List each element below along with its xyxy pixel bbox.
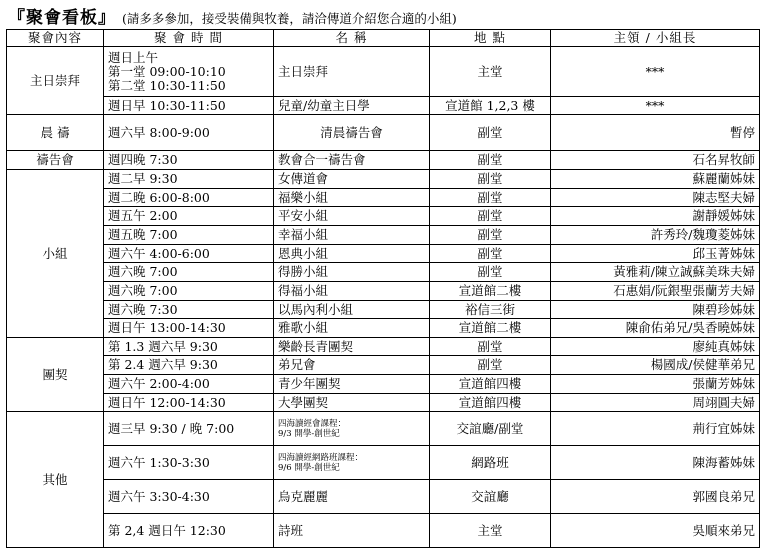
time-cell: 週六午 3:30-4:30 bbox=[104, 480, 274, 514]
name-cell bbox=[274, 412, 430, 446]
time-cell: 週六晚 7:00 bbox=[104, 282, 274, 301]
location-cell: 主堂 bbox=[430, 47, 551, 97]
location-cell: 副堂 bbox=[430, 245, 551, 263]
name-cell: 兒童/幼童主日學 bbox=[274, 97, 430, 115]
leader-cell: 郭國良弟兄 bbox=[551, 480, 760, 514]
leader-cell: 石名昇牧師 bbox=[551, 151, 760, 170]
time-cell: 週六午 1:30-3:30 bbox=[104, 446, 274, 480]
location-cell: 副堂 bbox=[430, 189, 551, 207]
category-cell: 禱告會 bbox=[7, 151, 104, 170]
name-cell: 烏克麗麗 bbox=[274, 480, 430, 514]
leader-cell: 荊行宜姊妹 bbox=[551, 412, 760, 446]
leader-cell: *** bbox=[551, 97, 760, 115]
name-cell: 平安小組 bbox=[274, 207, 430, 226]
time-cell: 第 2,4 週日午 12:30 bbox=[104, 514, 274, 548]
name-cell: 雅歌小組 bbox=[274, 319, 430, 338]
table-row bbox=[7, 151, 760, 170]
course-line: 9/3 開學-創世紀 bbox=[278, 428, 340, 439]
category-cell: 小組 bbox=[7, 170, 104, 338]
table-row bbox=[7, 97, 760, 115]
location-cell: 副堂 bbox=[430, 151, 551, 170]
location-cell: 副堂 bbox=[430, 115, 551, 151]
table-row bbox=[7, 394, 760, 412]
location-cell: 主堂 bbox=[430, 514, 551, 548]
leader-cell: 陳海蓄姊妹 bbox=[551, 446, 760, 480]
leader-cell: 許秀玲/魏瓊菱姊妹 bbox=[551, 226, 760, 245]
table-row bbox=[7, 115, 760, 151]
location-cell: 副堂 bbox=[430, 356, 551, 375]
gatherings-table bbox=[6, 29, 760, 548]
table-row bbox=[7, 263, 760, 282]
leader-cell: 陳志堅夫婦 bbox=[551, 189, 760, 207]
time-line: 第一堂 09:00-10:10 bbox=[108, 63, 226, 79]
name-cell: 青少年團契 bbox=[274, 375, 430, 394]
table-row bbox=[7, 301, 760, 319]
table-row bbox=[7, 356, 760, 375]
leader-cell: 楊國成/侯健華弟兄 bbox=[551, 356, 760, 375]
time-line: 週日上午 bbox=[108, 49, 159, 65]
table-row bbox=[7, 189, 760, 207]
location-cell: 副堂 bbox=[430, 226, 551, 245]
table-row bbox=[7, 514, 760, 548]
leader-cell: 邱玉菁姊妹 bbox=[551, 245, 760, 263]
category-cell: 團契 bbox=[7, 338, 104, 412]
location-cell: 交誼廳/副堂 bbox=[430, 412, 551, 446]
column-header-leader: 主領 / 小組長 bbox=[551, 30, 760, 47]
leader-cell: 黃雅莉/陳立誠蘇美珠夫婦 bbox=[551, 263, 760, 282]
leader-cell: 陳俞佑弟兄/吳香曉姊妹 bbox=[551, 319, 760, 338]
time-cell: 週日午 12:00-14:30 bbox=[104, 394, 274, 412]
column-header-time: 聚 會 時 間 bbox=[104, 30, 274, 47]
location-cell: 宣道館二樓 bbox=[430, 282, 551, 301]
table-row bbox=[7, 207, 760, 226]
time-cell: 第 2.4 週六早 9:30 bbox=[104, 356, 274, 375]
table-row bbox=[7, 338, 760, 356]
time-cell: 週五午 2:00 bbox=[104, 207, 274, 226]
category-cell: 主日崇拜 bbox=[7, 47, 104, 115]
time-cell: 週三早 9:30 / 晚 7:00 bbox=[104, 412, 274, 446]
table-row bbox=[7, 319, 760, 338]
table-row bbox=[7, 375, 760, 394]
time-cell: 週六晚 7:30 bbox=[104, 301, 274, 319]
name-cell: 弟兄會 bbox=[274, 356, 430, 375]
name-cell: 大學團契 bbox=[274, 394, 430, 412]
leader-cell: 廖純真姊妹 bbox=[551, 338, 760, 356]
leader-cell: 謝靜媛姊妹 bbox=[551, 207, 760, 226]
name-cell: 得勝小組 bbox=[274, 263, 430, 282]
column-header-location: 地 點 bbox=[430, 30, 551, 47]
table-row bbox=[7, 412, 760, 446]
header-row bbox=[7, 30, 760, 47]
time-cell: 週六晚 7:00 bbox=[104, 263, 274, 282]
leader-cell: 蘇麗蘭姊妹 bbox=[551, 170, 760, 189]
location-cell: 副堂 bbox=[430, 338, 551, 356]
leader-cell: 陳碧珍姊妹 bbox=[551, 301, 760, 319]
location-cell: 副堂 bbox=[430, 170, 551, 189]
name-cell: 教會合一禱告會 bbox=[274, 151, 430, 170]
course-line: 9/6 開學-創世紀 bbox=[278, 462, 340, 473]
location-cell: 交誼廳 bbox=[430, 480, 551, 514]
name-cell: 詩班 bbox=[274, 514, 430, 548]
time-cell: 週日午 13:00-14:30 bbox=[104, 319, 274, 338]
table-row bbox=[7, 480, 760, 514]
table-row bbox=[7, 245, 760, 263]
time-cell: 週六早 8:00-9:00 bbox=[104, 115, 274, 151]
leader-cell: 暫停 bbox=[551, 115, 760, 151]
time-cell: 週日早 10:30-11:50 bbox=[104, 97, 274, 115]
time-cell: 週五晚 7:00 bbox=[104, 226, 274, 245]
time-cell: 週六午 2:00-4:00 bbox=[104, 375, 274, 394]
table-row bbox=[7, 226, 760, 245]
location-cell: 宣道館二樓 bbox=[430, 319, 551, 338]
time-cell: 週四晚 7:30 bbox=[104, 151, 274, 170]
location-cell: 裕信三街 bbox=[430, 301, 551, 319]
table-row bbox=[7, 282, 760, 301]
location-cell: 宣道館四樓 bbox=[430, 375, 551, 394]
time-cell bbox=[104, 47, 274, 97]
table-row bbox=[7, 170, 760, 189]
location-cell: 宣道館四樓 bbox=[430, 394, 551, 412]
location-cell: 副堂 bbox=[430, 263, 551, 282]
name-cell: 樂齡長青團契 bbox=[274, 338, 430, 356]
leader-cell: 張蘭芳姊妹 bbox=[551, 375, 760, 394]
location-cell: 網路班 bbox=[430, 446, 551, 480]
category-cell: 晨 禱 bbox=[7, 115, 104, 151]
column-header-category: 聚會內容 bbox=[7, 30, 104, 47]
name-cell: 得福小組 bbox=[274, 282, 430, 301]
leader-cell: 石惠娟/阮銀聖張蘭芳夫婦 bbox=[551, 282, 760, 301]
column-header-name: 名 稱 bbox=[274, 30, 430, 47]
location-cell: 副堂 bbox=[430, 207, 551, 226]
name-cell: 恩典小組 bbox=[274, 245, 430, 263]
leader-cell: *** bbox=[551, 47, 760, 97]
leader-cell: 吳順來弟兄 bbox=[551, 514, 760, 548]
course-line: 四海讀經會課程： bbox=[278, 418, 347, 429]
page-subtitle: (請多多參加，接受裝備與牧養，請洽傳道介紹您合適的小組) bbox=[122, 11, 457, 26]
name-cell bbox=[274, 446, 430, 480]
time-cell: 週二晚 6:00-8:00 bbox=[104, 189, 274, 207]
name-cell: 幸福小組 bbox=[274, 226, 430, 245]
location-cell: 宣道館 1,2,3 樓 bbox=[430, 97, 551, 115]
time-cell: 週六午 4:00-6:00 bbox=[104, 245, 274, 263]
table-row bbox=[7, 446, 760, 480]
leader-cell: 周翊圓夫婦 bbox=[551, 394, 760, 412]
course-line: 四海讀經網路班課程： bbox=[278, 452, 364, 463]
table-row bbox=[7, 47, 760, 97]
name-cell: 福樂小組 bbox=[274, 189, 430, 207]
name-cell: 主日崇拜 bbox=[274, 47, 430, 97]
page-title-line bbox=[8, 3, 457, 27]
name-cell: 清晨禱告會 bbox=[274, 115, 430, 151]
name-cell: 女傳道會 bbox=[274, 170, 430, 189]
name-cell: 以馬內利小組 bbox=[274, 301, 430, 319]
page-title: 『聚會看板』 bbox=[8, 8, 116, 28]
time-cell: 週二早 9:30 bbox=[104, 170, 274, 189]
time-line: 第二堂 10:30-11:50 bbox=[108, 77, 226, 93]
time-cell: 第 1.3 週六早 9:30 bbox=[104, 338, 274, 356]
category-cell: 其他 bbox=[7, 412, 104, 548]
